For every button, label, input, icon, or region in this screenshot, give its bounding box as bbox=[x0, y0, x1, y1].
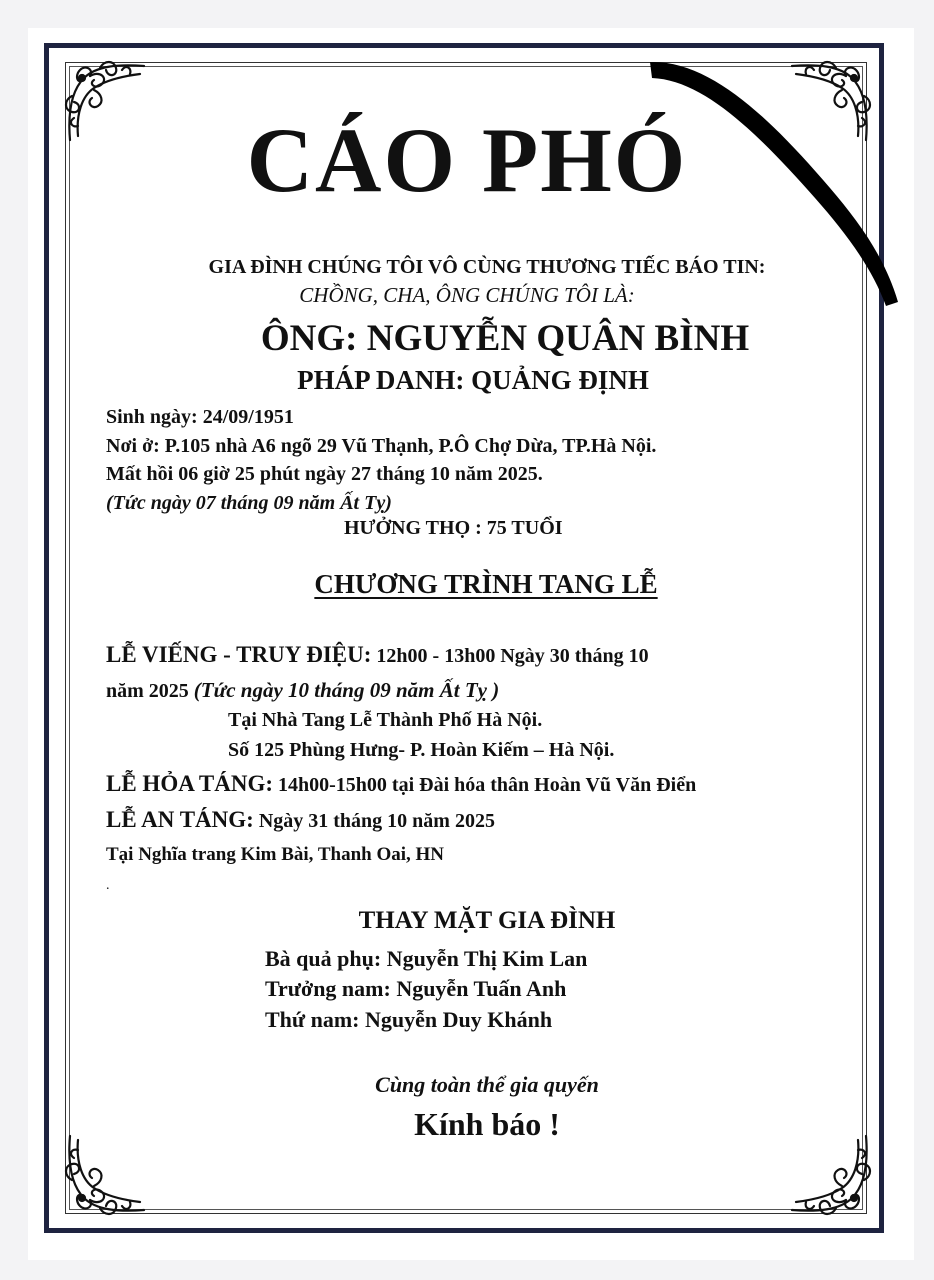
family-member: Trưởng nam: Nguyễn Tuấn Anh bbox=[265, 976, 567, 1001]
viewing-year-line bbox=[106, 676, 499, 705]
viewing-lunar-date: (Tức ngày 10 tháng 09 năm Ất Tỵ ) bbox=[193, 678, 500, 702]
viewing-label: LỄ VIẾNG - TRUY ĐIỆU: bbox=[106, 642, 372, 667]
dharma-name: PHÁP DANH: QUẢNG ĐỊNH bbox=[297, 365, 649, 395]
death-time: Mất hồi 06 giờ 25 phút ngày 27 tháng 10 năm 2025. bbox=[106, 463, 543, 485]
announcement-line: GIA ĐÌNH CHÚNG TÔI VÔ CÙNG THƯƠNG TIẾC BÁO TIN: bbox=[208, 256, 766, 278]
cremation-label: LỄ HỎA TÁNG: bbox=[106, 771, 273, 796]
family-member: Bà quả phụ: Nguyễn Thị Kim Lan bbox=[265, 946, 588, 971]
family-member: Thứ nam: Nguyễn Duy Khánh bbox=[265, 1007, 553, 1032]
relation-line: CHỒNG, CHA, ÔNG CHÚNG TÔI LÀ: bbox=[299, 283, 635, 307]
viewing-address: Số 125 Phùng Hưng- P. Hoàn Kiếm – Hà Nội. bbox=[228, 739, 615, 761]
closing-line: Cùng toàn thể gia quyến bbox=[375, 1072, 599, 1097]
burial-date: Ngày 31 tháng 10 năm 2025 bbox=[253, 810, 495, 832]
viewing-line bbox=[106, 641, 649, 670]
viewing-year: năm 2025 bbox=[106, 680, 194, 702]
burial-place: Tại Nghĩa trang Kim Bài, Thanh Oai, HN bbox=[106, 844, 445, 865]
cremation-line bbox=[106, 770, 696, 799]
burial-line bbox=[106, 806, 495, 835]
family-heading: THAY MẶT GIA ĐÌNH bbox=[358, 907, 616, 934]
program-heading: CHƯƠNG TRÌNH TANG LỄ bbox=[314, 569, 658, 599]
signoff: Kính báo ! bbox=[414, 1106, 560, 1142]
viewing-time: 12h00 - 13h00 Ngày 30 tháng 10 bbox=[371, 645, 649, 667]
age-line: HƯỞNG THỌ : 75 TUỔI bbox=[344, 517, 563, 539]
viewing-place: Tại Nhà Tang Lễ Thành Phố Hà Nội. bbox=[228, 709, 543, 731]
page-title: CÁO PHÓ bbox=[246, 109, 688, 211]
deceased-name: ÔNG: NGUYỄN QUÂN BÌNH bbox=[260, 318, 750, 359]
burial-label: LỄ AN TÁNG: bbox=[106, 807, 254, 832]
death-lunar-date: (Tức ngày 07 tháng 09 năm Ất Tỵ) bbox=[106, 492, 392, 514]
cremation-detail: 14h00-15h00 tại Đài hóa thân Hoàn Vũ Văn Điển bbox=[273, 774, 697, 796]
residence-address: Nơi ở: P.105 nhà A6 ngõ 29 Vũ Thạnh, P.Ô Chợ Dừa, TP.Hà Nội. bbox=[106, 435, 657, 457]
birth-date: Sinh ngày: 24/09/1951 bbox=[106, 406, 294, 428]
trailing-mark: . bbox=[106, 878, 110, 893]
